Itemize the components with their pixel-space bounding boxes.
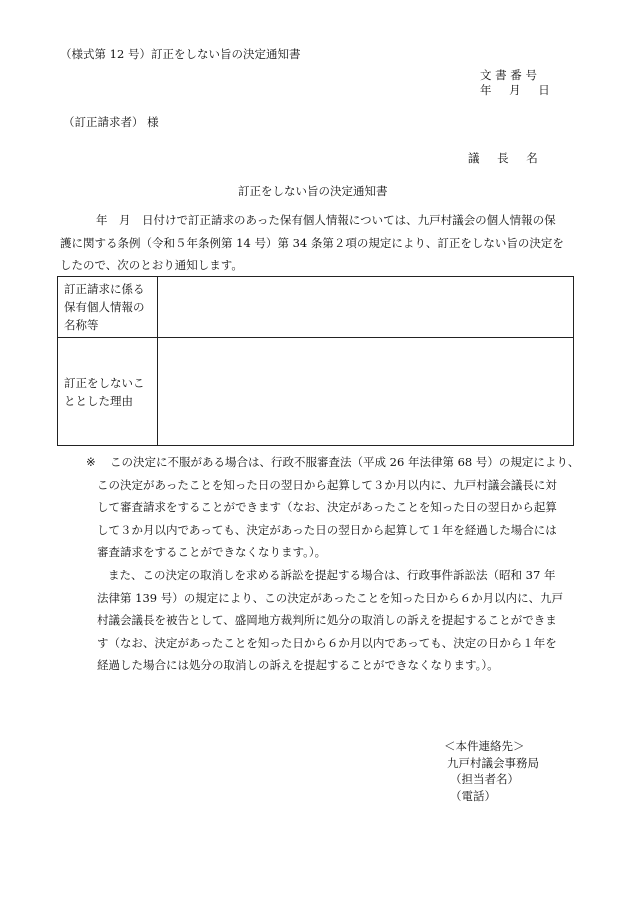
intro-line: 年 月 日付けで訂正請求のあった保有個人情報については、九戸村議会の個人情報の保 (96, 213, 556, 227)
table-row (58, 277, 574, 338)
table-label-line: 名称等 (64, 318, 99, 332)
intro-line: 護に関する条例（令和５年条例第 14 号）第 34 条第２項の規定により、訂正をしない旨の決定を (60, 235, 564, 250)
table-label-line: 訂正をしないこ (64, 375, 145, 390)
notice-line: 経過した場合には処分の取消しの訴えを提起することができなくなります。）。 (97, 658, 499, 672)
info-name-field[interactable] (158, 277, 574, 338)
page-title: 訂正をしない旨の決定通知書 (238, 184, 388, 198)
intro-paragraph (60, 209, 564, 277)
notice-line: す（なお、決定があったことを知った日から６か月以内であっても、決定の日から１年を (97, 635, 557, 650)
notice-line: 審査請求をすることができなくなります。）。 (97, 545, 327, 559)
notice-line: この決定があったことを知った日の翌日から起算して３か月以内に、九戸村議会議長に対 (97, 477, 557, 492)
table-label-cell (58, 338, 158, 446)
notice-mark: ※ (86, 455, 96, 469)
date-label: 年 月 日 (480, 83, 550, 97)
table-label-cell (58, 277, 158, 338)
table-label-line: 訂正請求に係る (64, 282, 145, 296)
contact-office: 九戸村議会事務局 (447, 756, 539, 770)
notice-line: また、この決定の取消しを求める訴訟を提起する場合は、行政事件訴訟法（昭和 37 年 (108, 568, 556, 582)
notice-line: して３か月以内であっても、決定があった日の翌日から起算して１年を経過した場合には (97, 522, 557, 537)
intro-line: したので、次のとおり通知します。 (60, 258, 243, 272)
contact-phone: （電話） (450, 789, 496, 803)
notice-line: 村議会議長を被告として、盛岡地方裁判所に処分の取消しの訴えを提起することができま (97, 613, 557, 627)
table-label-line: ととした理由 (64, 393, 133, 408)
contact-person: （担当者名） (450, 772, 519, 786)
notice-line: して審査請求をすることができます（なお、決定があったことを知った日の翌日から起算 (97, 500, 557, 514)
form-number: （様式第 12 号）訂正をしない旨の決定通知書 (60, 47, 301, 61)
notice-paragraph-2 (97, 564, 563, 677)
document-number-label: 文 書 番 号 (480, 68, 537, 82)
table-row (58, 338, 574, 446)
reason-field[interactable] (158, 338, 574, 446)
notice-line: この決定に不服がある場合は、行政不服審査法（平成 26 年法律第 68 号）の規定により、 (110, 455, 580, 469)
table-label-line: 保有個人情報の (64, 300, 145, 314)
chair-name-label: 議 長 名 (468, 151, 538, 165)
info-table (57, 276, 574, 446)
contact-heading: ＜本件連絡先＞ (444, 739, 525, 753)
notice-paragraph-1 (97, 451, 579, 564)
notice-line: 法律第 139 号）の規定により、この決定があったことを知った日から６か月以内に、九戸 (97, 590, 564, 605)
recipient-label: （訂正請求者） 様 (63, 115, 159, 129)
